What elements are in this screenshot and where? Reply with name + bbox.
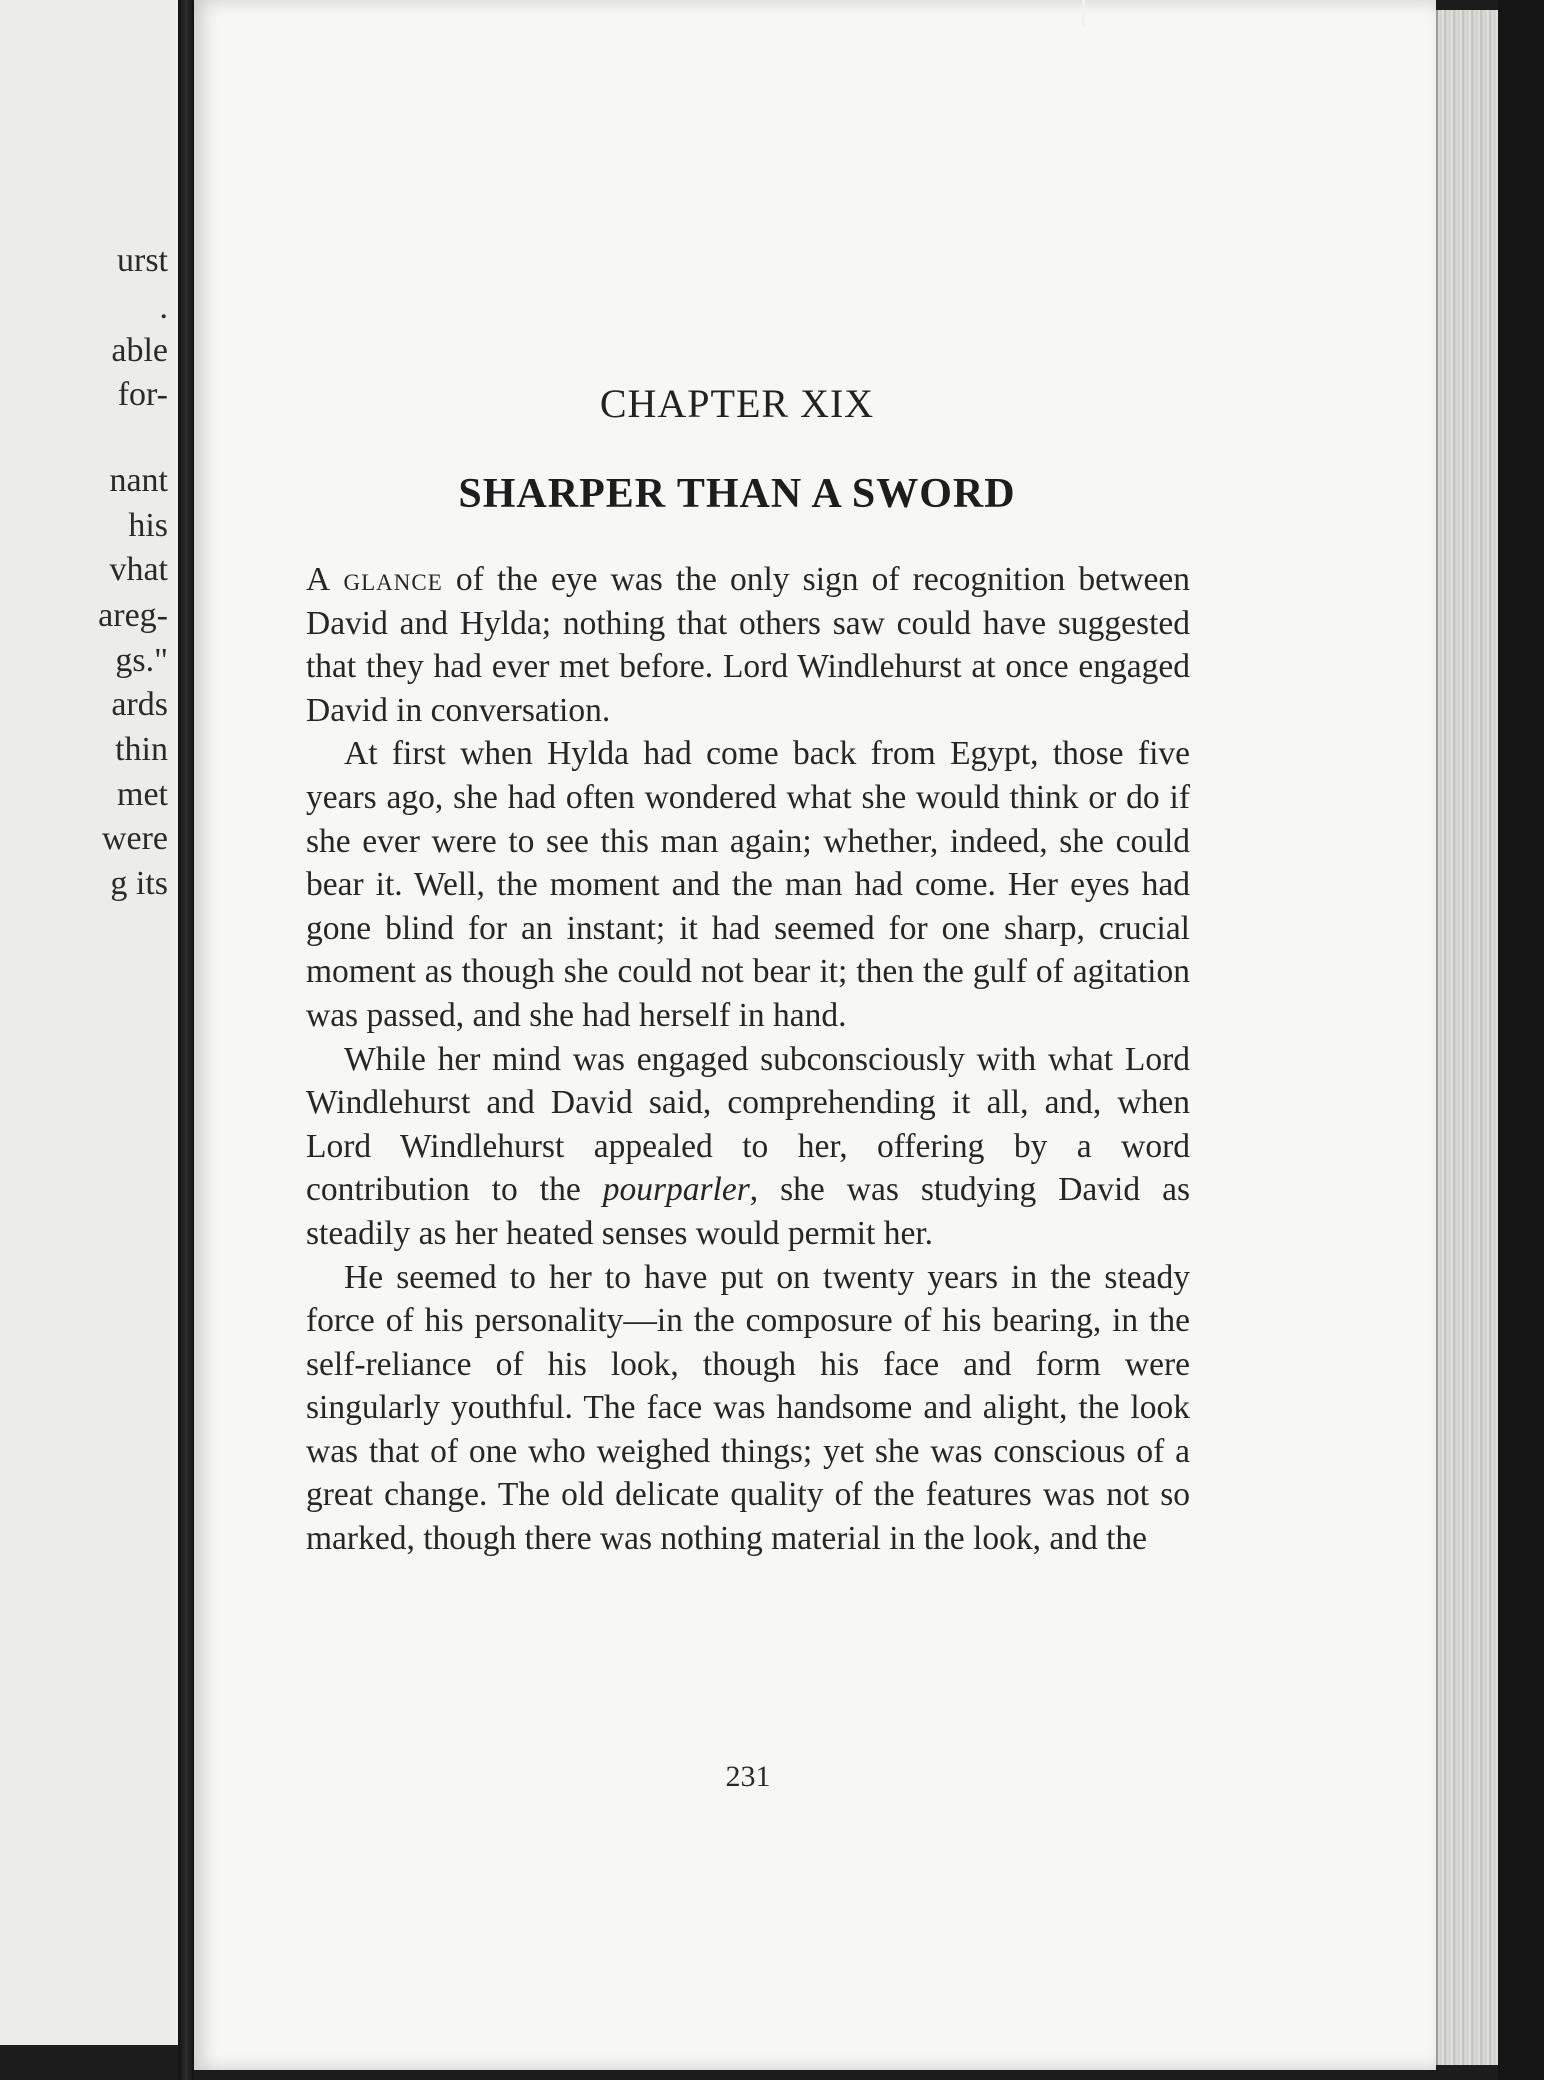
- left-page-fragment: .: [159, 289, 168, 326]
- paragraph: He seemed to her to have put on twenty years in the steady force of his personality—in the composure of his bearing, in the self-reliance of his look, though his face and form were singularly youthful. The face was handsome and alight, the look was that of one who weighed things; yet she was conscious of a great change. The old delicate quality of the features was not so marked, though there was nothing material in the look, and the: [306, 1258, 1190, 1558]
- left-page-fragment: ards: [111, 686, 168, 723]
- left-page-fragment: vhat: [109, 551, 168, 588]
- italic-term: pourparler: [602, 1171, 750, 1209]
- left-page-fragment: able: [111, 332, 168, 369]
- paragraph: [306, 1038, 1190, 1256]
- page-number: 231: [725, 1760, 771, 1793]
- paragraph-text: , she was studying David as steadily as her heated senses would permit her.: [306, 1171, 1190, 1252]
- left-page-fragment: gs.": [115, 642, 168, 679]
- paragraph: At first when Hylda had come back from Egypt, those five years ago, she had often wondered what she would think or do if she ever were to see this man again; whether, indeed, she could bear it. Well, the moment and the man had come. Her eyes had gone blind for an instant; it had seemed for one sharp, crucial moment as though she could not bear it; then the gulf of agitation was passed, and she had herself in hand.: [306, 735, 1190, 1034]
- left-page-fragment: urst: [117, 242, 168, 279]
- left-page-fragment: met: [117, 776, 168, 813]
- paragraph-text: While her mind was engaged subconsciously with what Lord Windlehurst and David said, comprehending it all, and, when Lord Windlehurst appealed to her, offering by a word contribution to the: [306, 1040, 1190, 1209]
- left-page-fragment: nant: [109, 462, 168, 499]
- paragraph: [306, 558, 1190, 732]
- paragraph-text: of the eye was the only sign of recognition between David and Hylda; nothing that others saw could have suggested that they had ever met before. Lord Windlehurst at once engaged David in conversation.: [306, 561, 1190, 729]
- scan-background: [1498, 0, 1544, 2080]
- left-page-fragment: thin: [115, 731, 168, 768]
- book-gutter: [178, 0, 194, 2080]
- chapter-body: [306, 558, 1190, 1561]
- left-page-fragment: were: [101, 820, 168, 857]
- page-edges: [1436, 10, 1500, 2065]
- chapter-number: CHAPTER XIX: [599, 381, 875, 426]
- chapter-title: SHARPER THAN A SWORD: [458, 471, 1016, 517]
- facing-page-left: [0, 0, 180, 2045]
- scan-mark: [1082, 0, 1085, 26]
- left-page-fragment: for-: [117, 376, 168, 413]
- left-page-fragment: areg-: [98, 597, 168, 634]
- left-page-fragment: his: [128, 507, 168, 544]
- left-page-fragment: g its: [110, 865, 168, 902]
- opening-words: A glance: [306, 561, 443, 598]
